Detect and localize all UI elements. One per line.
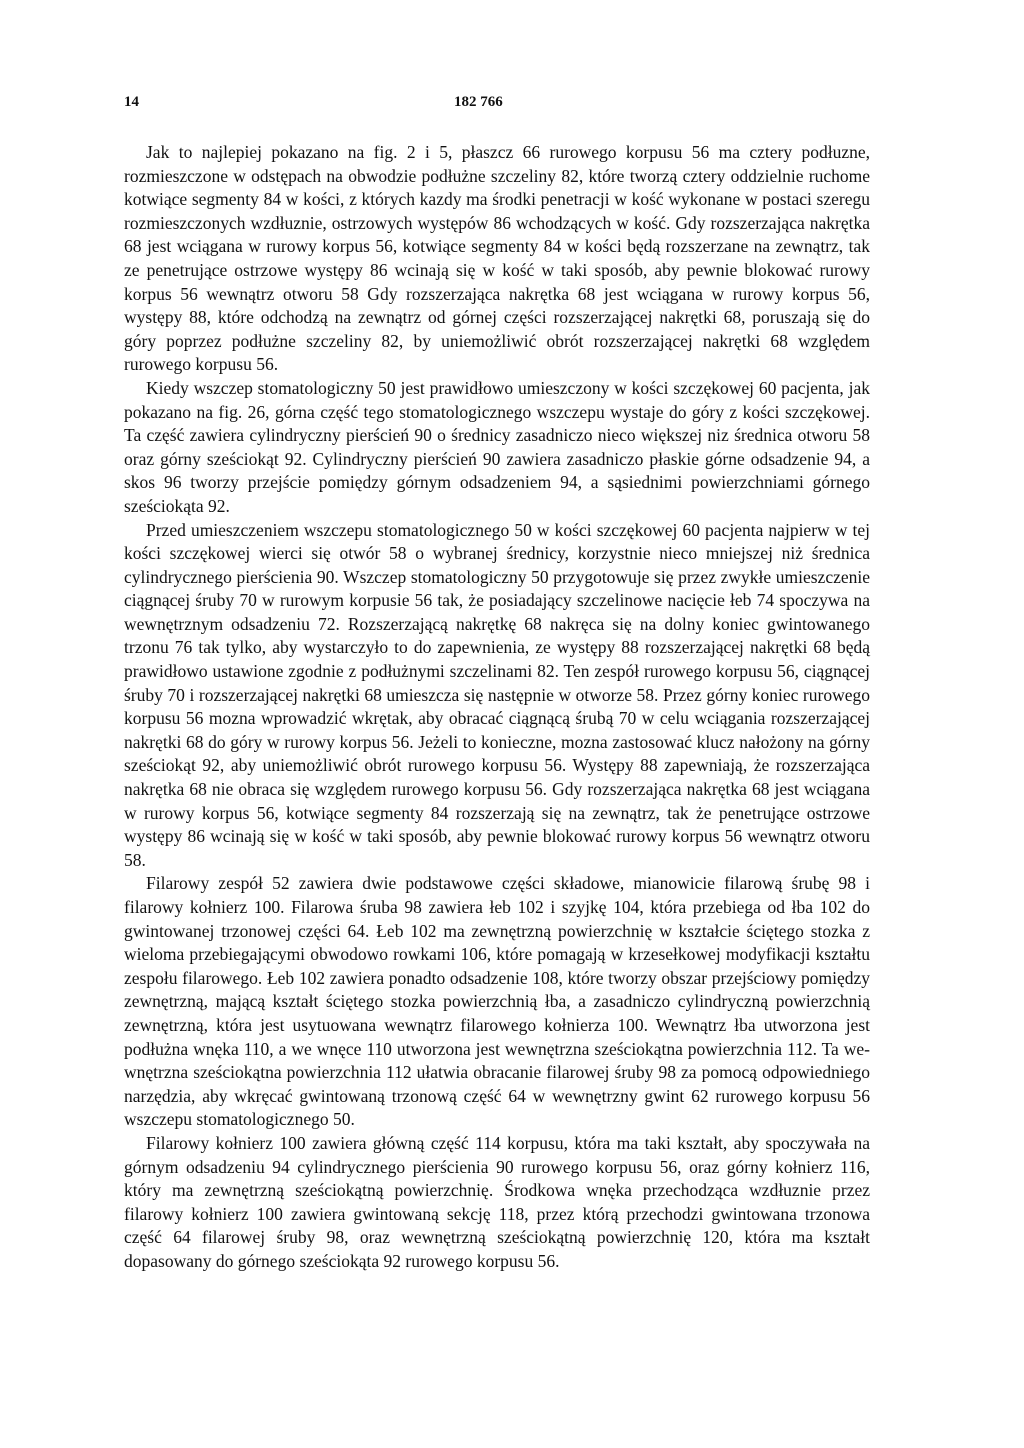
page-number: 14 (124, 94, 139, 110)
paragraph-4: Filarowy zespół 52 zawiera dwie podstawowe części składowe, mianowicie filarową śrubę 98 i filarowy kołnierz 100. Filarowa śruba 98 zawiera łeb 102 i szyjkę 104, która przebiega od łba 102 do gwintowanej trzonowej części 64. Łeb 102 ma zewnętrzną powierzchnię w kształcie ściętego stozka z wieloma przebiegającymi obwodowo rowkami 106, które pomagają w krzesełkowej modyfikacji kształtu zespołu filarowego. Łeb 102 zawiera ponadto odsadzenie 108, które tworzy obszar przejściowy pomiędzy zewnętrzną, mającą kształt ściętego stozka powierzchnią łba, a zasadniczo cylindryczną powierzchnią zewnętrzną, która jest usytuowana wewnątrz filarowego kołnierza 100. Wewnątrz łba utworzona jest podłużna wnęka 110, a we wnęce 110 utworzona jest wewnętrzna sześciokątna powierzchnia 112. Ta wewnętrzna sześciokątna powierzchnia 112 ułatwia obracanie filarowej śruby 98 za pomocą odpowiedniego narzędzia, aby wkręcać gwintowaną trzonową część 64 w wewnętrzny gwint 62 rurowego korpusu 56 wszczepu stomatologicznego 50. (124, 873, 870, 1130)
page-header (124, 94, 900, 118)
paragraph-3: Przed umieszczeniem wszczepu stomatologicznego 50 w kości szczękowej 60 pacjenta najpierw w tej kości szczękowej wierci się otwór 58 o wybranej średnicy, korzystnie nieco mniejszej niż średnica cylindrycznego pierścienia 90. Wszczep stomatologiczny 50 przygotowuje się przez zwykłe umieszczenie ciągnącej śruby 70 w rurowym korpusie 56 tak, że posiadający szczelinowe nacięcie łeb 74 spoczywa na wewnętrznym odsadzeniu 72. Rozszerzającą nakrętkę 68 nakręca się na dolny koniec gwintowanego trzonu 76 tak tylko, aby wystarczyło to do zapewnienia, ze występy 88 rozszerzającej nakrętki 68 będą prawidłowo ustawione zgodnie z podłużnymi szczelinami 82. Ten zespół rurowego korpusu 56, ciągnącej śruby 70 i rozszerzającej nakrętki 68 umieszcza się następnie w otworze 58. Przez górny koniec rurowego korpusu 56 mozna wprowadzić wkrętak, aby obracać ciągnącą śrubą 70 w celu wciągania rozszerzającej nakrętki 68 do góry w rurowy korpus 56. Jeżeli to konieczne, mozna zastosować klucz nałożony na górny sześciokąt 92, aby uniemożliwić obrót rurowego korpusu 56. Występy 88 zapewniają, że rozszerzająca nakrętka 68 nie obraca się względem rurowego korpusu 56. Gdy rozszerzająca nakrętka 68 jest wciągana w rurowy korpus 56, kotwiące segmenty 84 rozszerzają się na zewnątrz, tak że penetrujące ostrzowe występy 86 wcinają się w kość w taki sposób, aby pewnie blokować rurowy korpus 56 wewnątrz otworu 58. (124, 519, 870, 870)
document-number: 182 766 (454, 94, 503, 110)
paragraph-5: Filarowy kołnierz 100 zawiera główną część 114 korpusu, która ma taki kształt, aby spoczywała na górnym odsadzeniu 94 cylindrycznego pierścienia 90 rurowego korpusu 56, oraz górny kołnierz 116, który ma zewnętrzną sześciokątną powierzchnię. Środkowa wnęka przechodząca wzdłuznie przez filarowy kołnierz 100 zawiera gwintowaną sekcję 118, przez którą przechodzi gwintowana trzonowa część 64 filarowej śruby 98, oraz wewnętrzną sześciokątną powierzchnię 120, która ma kształt dopasowany do górnego sześciokąta 92 rurowego korpusu 56. (124, 1132, 870, 1271)
document-body (124, 141, 870, 1274)
paragraph-2: Kiedy wszczep stomatologiczny 50 jest prawidłowo umieszczony w kości szczękowej 60 pacjenta, jak pokazano na fig. 26, górna część tego stomatologicznego wszczepu wystaje do góry z kości szczękowej. Ta część zawiera cylindryczny pierścień 90 o średnicy zasadniczo nieco większej niz średnica otworu 58 oraz górny sześciokąt 92. Cylindryczny pierścień 90 zawiera zasadniczo płaskie górne odsadzenie 94, a skos 96 tworzy przejście pomiędzy górnym odsadzeniem 94, a sąsiednimi powierzchniami górnego sześciokąta 92. (124, 377, 870, 516)
paragraph-1: Jak to najlepiej pokazano na fig. 2 i 5, płaszcz 66 rurowego korpusu 56 ma cztery podłuzne, rozmieszczone w odstępach na obwodzie podłużne szczeliny 82, które tworzą cztery oddzielnie ruchome kotwiące segmenty 84 w kości, z których kazdy ma środki penetracji w kość wykonane w postaci szeregu rozmieszczonych wzdłuznie, ostrzowych występów 86 wchodzących w kość. Gdy rozszerzająca nakrętka 68 jest wciągana w rurowy korpus 56, kotwiące segmenty 84 w kości będą rozszerzane na zewnątrz, tak ze penetrujące ostrzowe występy 86 wcinają się w kość w taki sposób, aby pewnie blokować rurowy korpus 56 wewnątrz otworu 58 Gdy rozszerzająca nakrętka 68 jest wciągana w rurowy korpus 56, występy 88, które odchodzą na zewnątrz od górnej części rozszerzającej nakrętki 68, poruszają się do góry poprzez podłużne szczeliny 82, by uniemożliwić obrót rozszerzającej nakrętki 68 względem rurowego korpusu 56. (124, 142, 870, 375)
